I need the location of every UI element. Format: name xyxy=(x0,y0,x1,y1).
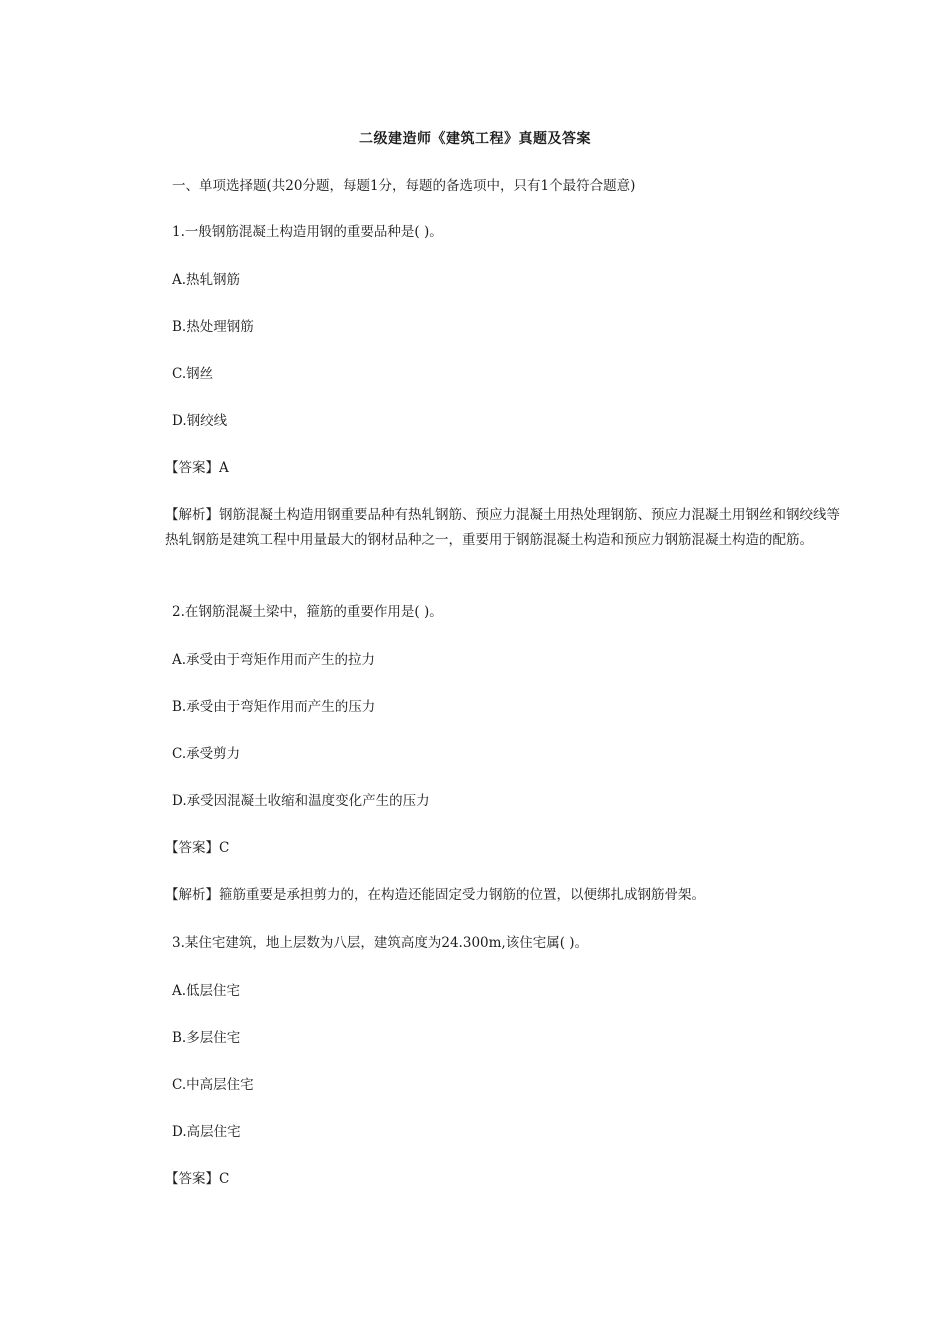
question-2-analysis: 【解析】箍筋重要是承担剪力的，在构造还能固定受力钢筋的位置，以便绑扎成钢筋骨架。 xyxy=(165,887,705,903)
question-3-answer: 【答案】C xyxy=(165,1171,230,1187)
question-2-option-a: A.承受由于弯矩作用而产生的拉力 xyxy=(172,652,376,668)
question-2-option-d: D.承受因混凝土收缩和温度变化产生的压力 xyxy=(172,793,430,809)
question-3-option-c: C.中高层住宅 xyxy=(172,1077,254,1093)
question-1-stem: 1.一般钢筋混凝土构造用钢的重要品种是( )。 xyxy=(172,224,443,240)
document-title: 二级建造师《建筑工程》真题及答案 xyxy=(359,131,591,147)
question-3-stem: 3.某住宅建筑，地上层数为八层，建筑高度为24.300m,该住宅属( )。 xyxy=(172,935,589,951)
question-1-option-d: D.钢绞线 xyxy=(172,413,228,429)
question-2-option-c: C.承受剪力 xyxy=(172,746,241,762)
question-1-option-a: A.热轧钢筋 xyxy=(172,272,241,288)
question-2-option-b: B.承受由于弯矩作用而产生的压力 xyxy=(172,699,376,715)
question-3-option-b: B.多层住宅 xyxy=(172,1030,241,1046)
question-2-stem: 2.在钢筋混凝土梁中，箍筋的重要作用是( )。 xyxy=(172,604,443,620)
question-1-analysis: 【解析】钢筋混凝土构造用钢重要品种有热轧钢筋、预应力混凝土用热处理钢筋、预应力混凝土用钢丝和钢绞线等热轧钢筋是建筑工程中用量最大的钢材品种之一，重要用于钢筋混凝土构造和预应力钢筋混凝土构造的配筋。 xyxy=(165,507,840,548)
section-heading: 一、单项选择题(共20分题，每题1分，每题的备选项中，只有1个最符合题意) xyxy=(172,178,636,194)
question-3-option-a: A.低层住宅 xyxy=(172,983,241,999)
question-1-option-c: C.钢丝 xyxy=(172,366,214,382)
question-3-option-d: D.高层住宅 xyxy=(172,1124,241,1140)
question-1-option-b: B.热处理钢筋 xyxy=(172,319,254,335)
question-1-answer: 【答案】A xyxy=(165,460,229,476)
question-2-answer: 【答案】C xyxy=(165,840,230,856)
